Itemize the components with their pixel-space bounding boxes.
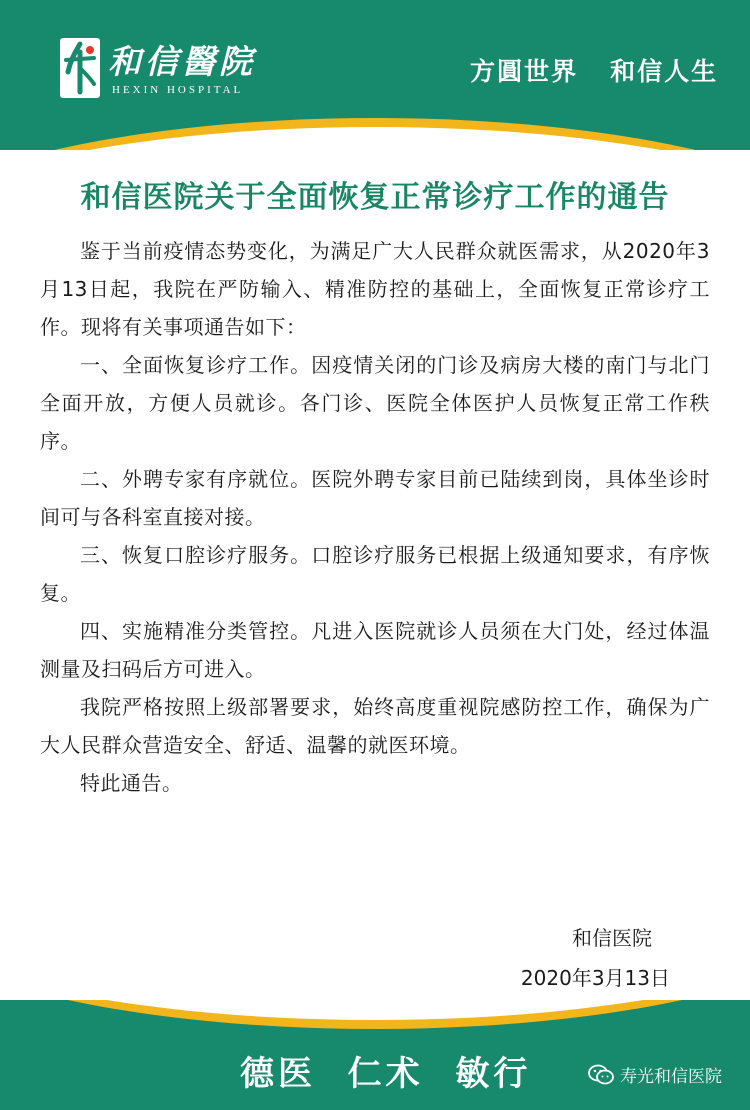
hospital-name-en: HEXIN HOSPITAL [112,84,244,96]
signature-org: 和信医院 [572,926,652,950]
header-slogan: 方圓世界 和信人生 [470,57,719,86]
notice-paragraph: 我院严格按照上级部署要求，始终高度重视院感防控工作，确保为广大人民群众营造安全、舒适、温馨的就医环境。 [40,695,710,757]
header-arc [0,118,750,150]
wechat-icon [588,1064,614,1086]
notice-signature [521,918,670,998]
notice-paragraph: 二、外聘专家有序就位。医院外聘专家目前已陆续到岗，具体坐诊时间可与各科室直接对接。 [40,467,710,529]
hospital-logo-icon [60,38,100,98]
footer-banner [0,1000,750,1110]
footer-arc [0,1000,750,1029]
header-banner [0,0,750,150]
notice-paragraph: 鉴于当前疫情态势变化，为满足广大人民群众就医需求，从2020年3月13日起，我院在严防输入、精准防控的基础上，全面恢复正常诊疗工作。现将有关事项通告如下： [40,239,710,339]
wechat-account-name: 寿光和信医院 [620,1067,722,1087]
footer-motto: 德医 仁术 敏行 [240,1054,532,1094]
notice-paragraph: 一、全面恢复诊疗工作。因疫情关闭的门诊及病房大楼的南门与北门全面开放，方便人员就诊。各门诊、医院全体医护人员恢复正常工作秩序。 [40,353,710,453]
wechat-account [588,1062,722,1087]
notice-title: 和信医院关于全面恢复正常诊疗工作的通告 [80,180,670,215]
notice-paragraph: 三、恢复口腔诊疗服务。口腔诊疗服务已根据上级通知要求，有序恢复。 [40,543,710,605]
hospital-name-cn: 和信醫院 [108,42,256,81]
notice-paragraph: 特此通告。 [80,771,183,795]
notice-paragraph: 四、实施精准分类管控。凡进入医院就诊人员须在大门处，经过体温测量及扫码后方可进入。 [40,619,710,681]
signature-date: 2020年3月13日 [520,966,670,990]
notice-body [40,232,710,802]
